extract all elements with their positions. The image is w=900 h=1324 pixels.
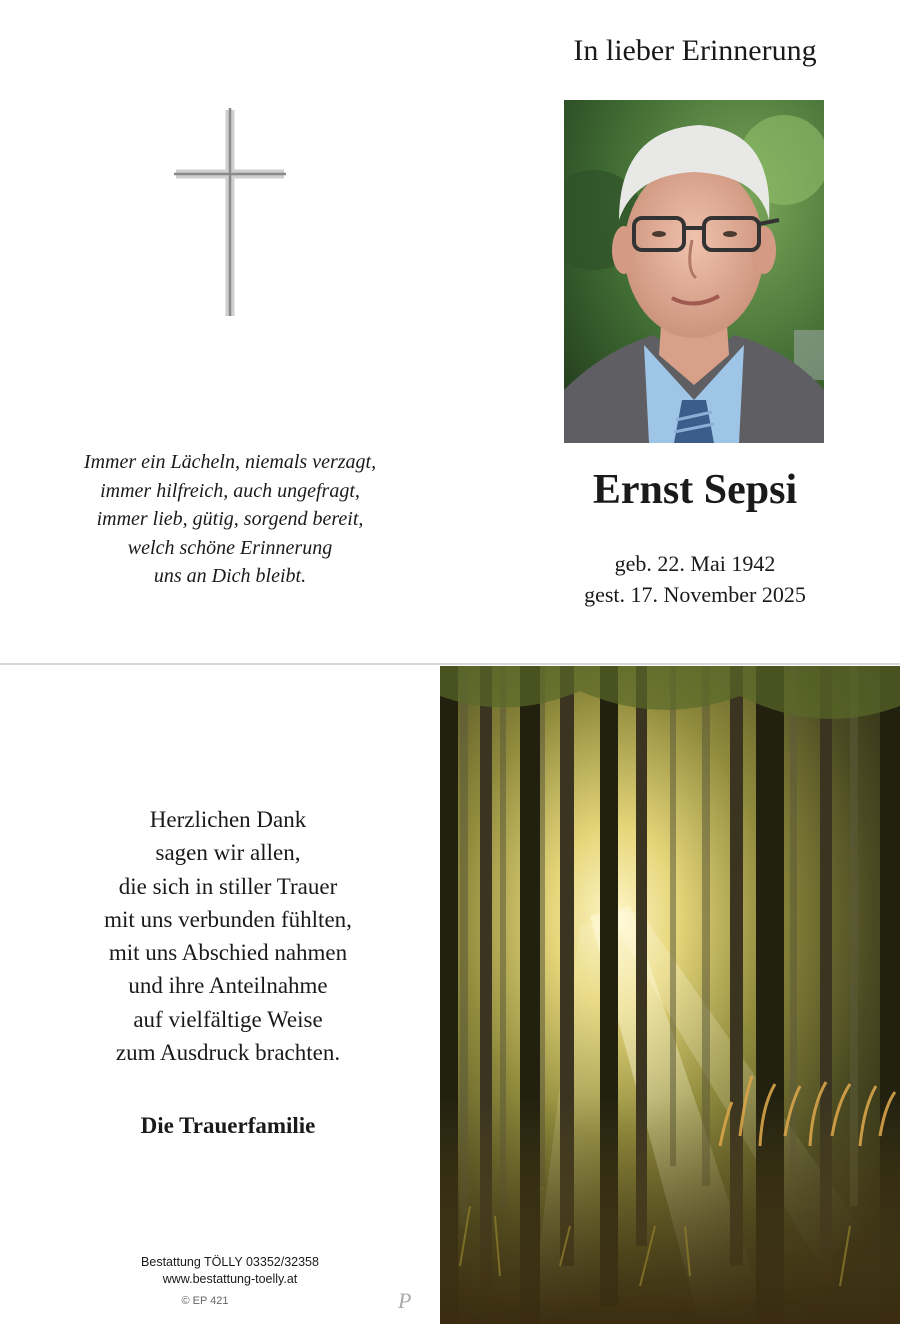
cross-icon: [168, 104, 292, 320]
thanks-line: auf vielfältige Weise: [133, 1006, 323, 1032]
card-title: In lieber Erinnerung: [573, 34, 817, 67]
memorial-poem: [20, 448, 440, 591]
thanks-line: und ihre Anteilnahme: [128, 973, 328, 999]
poem-line: immer hilfreich, auch ungefragt,: [100, 479, 360, 502]
print-mark: P: [398, 1288, 412, 1313]
portrait-photo: [564, 100, 824, 443]
poem-line: uns an Dich bleibt.: [153, 565, 307, 587]
thanks-line: zum Ausdruck brachten.: [115, 1040, 341, 1066]
card-fold-line: [0, 663, 900, 665]
poem-line: welch schöne Erinnerung: [127, 536, 333, 559]
deceased-name: Ernst Sepsi: [592, 467, 798, 513]
thank-you-text: [18, 803, 438, 1069]
thanks-line: mit uns Abschied nahmen: [108, 940, 348, 966]
thanks-line: Herzlichen Dank: [149, 807, 307, 832]
copyright-note: © EP 421: [181, 1295, 229, 1307]
birth-date: geb. 22. Mai 1942: [614, 551, 776, 576]
forest-sunlight-image: [440, 666, 900, 1324]
thanks-line: die sich in stiller Trauer: [118, 873, 338, 899]
undertaker-info: [60, 1254, 400, 1288]
thanks-line: sagen wir allen,: [155, 840, 301, 866]
family-signature: Die Trauerfamilie: [140, 1113, 316, 1138]
death-date: gest. 17. November 2025: [584, 582, 806, 607]
poem-line: Immer ein Lächeln, niemals verzagt,: [83, 451, 377, 473]
undertaker-name: Bestattung TÖLLY 03352/32358: [141, 1255, 319, 1269]
poem-line: immer lieb, gütig, sorgend bereit,: [96, 508, 364, 530]
thanks-line: mit uns verbunden fühlten,: [104, 906, 352, 932]
undertaker-website: www.bestattung-toelly.at: [162, 1272, 298, 1286]
